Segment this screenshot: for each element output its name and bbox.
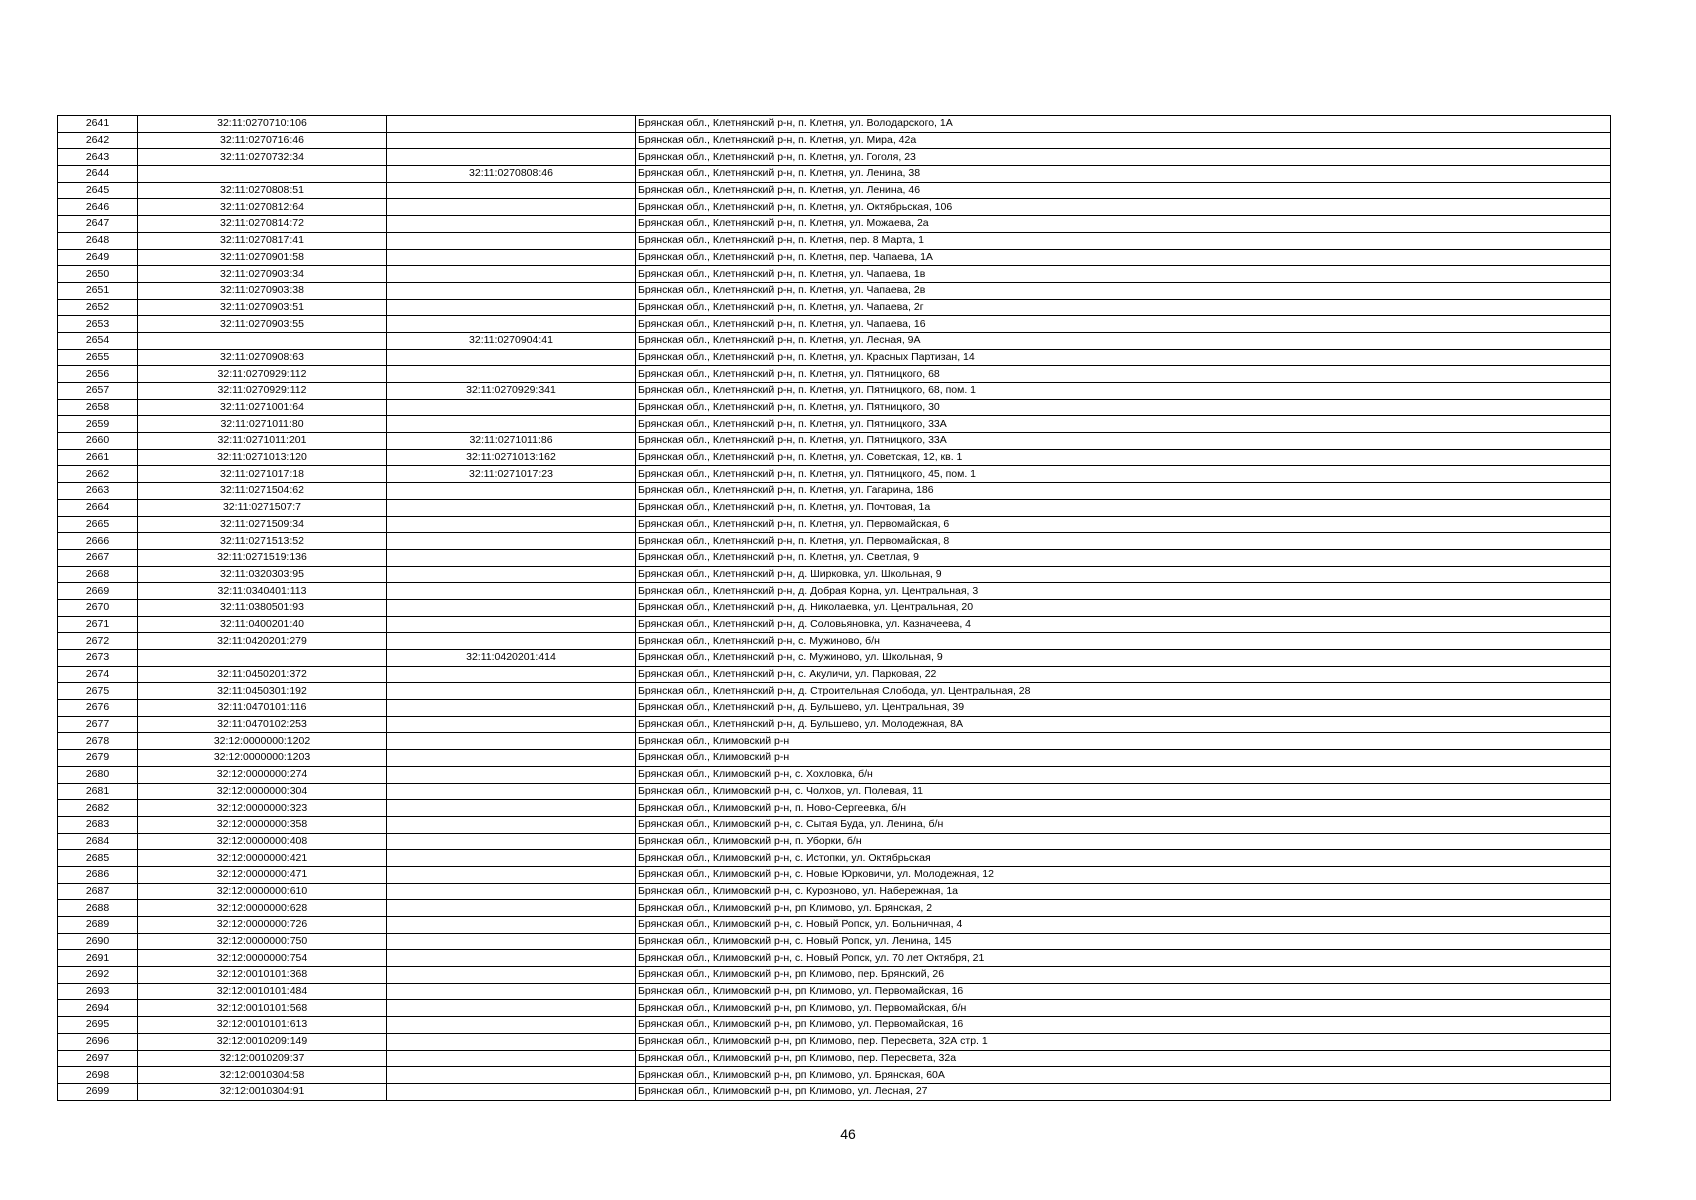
table-row: [58, 783, 1611, 800]
table-row: [58, 616, 1611, 633]
address-cell: Брянская обл., Клетнянский р-н, п. Клетня, ул. Красных Партизан, 14: [636, 349, 1611, 366]
related-cadastral-number-cell: [387, 766, 636, 783]
row-number-cell: 2658: [58, 399, 138, 416]
row-number-cell: 2690: [58, 933, 138, 950]
table-row: [58, 833, 1611, 850]
related-cadastral-number-cell: [387, 700, 636, 717]
cadastral-number-cell: 32:12:0000000:726: [138, 917, 387, 934]
table-row: [58, 967, 1611, 984]
row-number-cell: 2645: [58, 182, 138, 199]
cadastral-number-cell: 32:11:0470101:116: [138, 700, 387, 717]
cadastral-number-cell: 32:12:0010101:368: [138, 967, 387, 984]
table-row: [58, 249, 1611, 266]
cadastral-number-cell: 32:12:0000000:471: [138, 866, 387, 883]
address-cell: Брянская обл., Климовский р-н, с. Истопки, ул. Октябрьская: [636, 850, 1611, 867]
table-row: [58, 199, 1611, 216]
table-row: [58, 266, 1611, 283]
related-cadastral-number-cell: [387, 633, 636, 650]
table-row: [58, 533, 1611, 550]
table-row: [58, 366, 1611, 383]
table-row: [58, 299, 1611, 316]
related-cadastral-number-cell: [387, 1083, 636, 1100]
address-cell: Брянская обл., Клетнянский р-н, п. Клетня, ул. Пятницкого, 30: [636, 399, 1611, 416]
cadastral-number-cell: 32:11:0271011:80: [138, 416, 387, 433]
related-cadastral-number-cell: [387, 416, 636, 433]
related-cadastral-number-cell: [387, 917, 636, 934]
cadastral-number-cell: 32:11:0270812:64: [138, 199, 387, 216]
cadastral-number-cell: 32:11:0271013:120: [138, 449, 387, 466]
cadastral-number-cell: 32:11:0450301:192: [138, 683, 387, 700]
table-row: [58, 166, 1611, 183]
table-row: [58, 433, 1611, 450]
table-row: [58, 650, 1611, 667]
table-row: [58, 716, 1611, 733]
row-number-cell: 2644: [58, 166, 138, 183]
row-number-cell: 2666: [58, 533, 138, 550]
table-row: [58, 282, 1611, 299]
cadastral-number-cell: 32:11:0400201:40: [138, 616, 387, 633]
row-number-cell: 2669: [58, 583, 138, 600]
address-cell: Брянская обл., Клетнянский р-н, п. Клетня, ул. Советская, 12, кв. 1: [636, 449, 1611, 466]
related-cadastral-number-cell: 32:11:0271017:23: [387, 466, 636, 483]
page-number: 46: [840, 1126, 856, 1142]
row-number-cell: 2650: [58, 266, 138, 283]
address-cell: Брянская обл., Клетнянский р-н, п. Клетня, ул. Мира, 42а: [636, 132, 1611, 149]
cadastral-number-cell: 32:11:0270908:63: [138, 349, 387, 366]
cadastral-number-cell: 32:11:0270814:72: [138, 216, 387, 233]
address-cell: Брянская обл., Клетнянский р-н, д. Бульшево, ул. Молодежная, 8А: [636, 716, 1611, 733]
cadastral-number-cell: 32:11:0270817:41: [138, 232, 387, 249]
related-cadastral-number-cell: [387, 282, 636, 299]
address-cell: Брянская обл., Климовский р-н, рп Климово, ул. Первомайская, б/н: [636, 1000, 1611, 1017]
table-row: [58, 466, 1611, 483]
table-row: [58, 332, 1611, 349]
related-cadastral-number-cell: [387, 666, 636, 683]
row-number-cell: 2672: [58, 633, 138, 650]
table-row: [58, 1000, 1611, 1017]
address-cell: Брянская обл., Клетнянский р-н, п. Клетня, ул. Гагарина, 186: [636, 483, 1611, 500]
related-cadastral-number-cell: [387, 683, 636, 700]
address-cell: Брянская обл., Климовский р-н, п. Уборки, б/н: [636, 833, 1611, 850]
related-cadastral-number-cell: [387, 516, 636, 533]
row-number-cell: 2671: [58, 616, 138, 633]
address-cell: Брянская обл., Климовский р-н, с. Новый Ропск, ул. 70 лет Октября, 21: [636, 950, 1611, 967]
address-cell: Брянская обл., Климовский р-н, с. Хохловка, б/н: [636, 766, 1611, 783]
row-number-cell: 2655: [58, 349, 138, 366]
related-cadastral-number-cell: [387, 950, 636, 967]
related-cadastral-number-cell: 32:11:0271011:86: [387, 433, 636, 450]
related-cadastral-number-cell: [387, 967, 636, 984]
row-number-cell: 2698: [58, 1067, 138, 1084]
related-cadastral-number-cell: [387, 599, 636, 616]
address-cell: Брянская обл., Клетнянский р-н, п. Клетня, ул. Можаева, 2а: [636, 216, 1611, 233]
address-cell: Брянская обл., Клетнянский р-н, п. Клетня, пер. Чапаева, 1А: [636, 249, 1611, 266]
cadastral-number-cell: [138, 650, 387, 667]
cadastral-number-cell: 32:11:0271504:62: [138, 483, 387, 500]
table-row: [58, 750, 1611, 767]
row-number-cell: 2649: [58, 249, 138, 266]
related-cadastral-number-cell: [387, 933, 636, 950]
row-number-cell: 2654: [58, 332, 138, 349]
related-cadastral-number-cell: [387, 1017, 636, 1034]
address-cell: Брянская обл., Клетнянский р-н, д. Соловьяновка, ул. Казначеева, 4: [636, 616, 1611, 633]
address-cell: Брянская обл., Клетнянский р-н, п. Клетня, ул. Чапаева, 2г: [636, 299, 1611, 316]
cadastral-number-cell: 32:12:0010304:58: [138, 1067, 387, 1084]
address-cell: Брянская обл., Клетнянский р-н, п. Клетня, ул. Пятницкого, 33А: [636, 433, 1611, 450]
address-cell: Брянская обл., Клетнянский р-н, д. Добрая Корна, ул. Центральная, 3: [636, 583, 1611, 600]
cadastral-number-cell: 32:11:0271513:52: [138, 533, 387, 550]
table-row: [58, 950, 1611, 967]
related-cadastral-number-cell: [387, 149, 636, 166]
cadastral-number-cell: 32:12:0000000:754: [138, 950, 387, 967]
row-number-cell: 2653: [58, 316, 138, 333]
related-cadastral-number-cell: [387, 1000, 636, 1017]
row-number-cell: 2675: [58, 683, 138, 700]
address-cell: Брянская обл., Клетнянский р-н, д. Бульшево, ул. Центральная, 39: [636, 700, 1611, 717]
cadastral-number-cell: 32:11:0271509:34: [138, 516, 387, 533]
row-number-cell: 2642: [58, 132, 138, 149]
table-row: [58, 1050, 1611, 1067]
cadastral-number-cell: 32:11:0271507:7: [138, 499, 387, 516]
cadastral-number-cell: 32:12:0010209:37: [138, 1050, 387, 1067]
address-cell: Брянская обл., Клетнянский р-н, п. Клетня, ул. Ленина, 46: [636, 182, 1611, 199]
table-row: [58, 666, 1611, 683]
row-number-cell: 2680: [58, 766, 138, 783]
cadastral-number-cell: 32:11:0271001:64: [138, 399, 387, 416]
row-number-cell: 2662: [58, 466, 138, 483]
row-number-cell: 2697: [58, 1050, 138, 1067]
table-row: [58, 900, 1611, 917]
row-number-cell: 2685: [58, 850, 138, 867]
row-number-cell: 2699: [58, 1083, 138, 1100]
row-number-cell: 2673: [58, 650, 138, 667]
cadastral-number-cell: [138, 166, 387, 183]
table-row: [58, 483, 1611, 500]
row-number-cell: 2696: [58, 1033, 138, 1050]
related-cadastral-number-cell: [387, 182, 636, 199]
related-cadastral-number-cell: 32:11:0271013:162: [387, 449, 636, 466]
cadastral-number-cell: 32:12:0000000:610: [138, 883, 387, 900]
table-row: [58, 566, 1611, 583]
related-cadastral-number-cell: [387, 116, 636, 133]
table-row: [58, 383, 1611, 400]
related-cadastral-number-cell: 32:11:0270929:341: [387, 383, 636, 400]
row-number-cell: 2686: [58, 866, 138, 883]
cadastral-number-cell: 32:11:0270716:46: [138, 132, 387, 149]
table-row: [58, 1067, 1611, 1084]
related-cadastral-number-cell: [387, 883, 636, 900]
table-row: [58, 232, 1611, 249]
related-cadastral-number-cell: [387, 900, 636, 917]
related-cadastral-number-cell: [387, 616, 636, 633]
related-cadastral-number-cell: [387, 833, 636, 850]
cadastral-number-cell: [138, 332, 387, 349]
related-cadastral-number-cell: [387, 366, 636, 383]
address-cell: Брянская обл., Климовский р-н, рп Климово, пер. Брянский, 26: [636, 967, 1611, 984]
cadastral-number-cell: 32:12:0010101:568: [138, 1000, 387, 1017]
table-row: [58, 917, 1611, 934]
cadastral-number-cell: 32:11:0270929:112: [138, 366, 387, 383]
address-cell: Брянская обл., Климовский р-н, с. Новый Ропск, ул. Больничная, 4: [636, 917, 1611, 934]
address-cell: Брянская обл., Клетнянский р-н, с. Мужиново, ул. Школьная, 9: [636, 650, 1611, 667]
address-cell: Брянская обл., Клетнянский р-н, д. Ширковка, ул. Школьная, 9: [636, 566, 1611, 583]
address-cell: Брянская обл., Климовский р-н, с. Новый Ропск, ул. Ленина, 145: [636, 933, 1611, 950]
address-cell: Брянская обл., Клетнянский р-н, п. Клетня, ул. Лесная, 9А: [636, 332, 1611, 349]
address-cell: Брянская обл., Климовский р-н, рп Климово, пер. Пересвета, 32А стр. 1: [636, 1033, 1611, 1050]
row-number-cell: 2665: [58, 516, 138, 533]
table-row: [58, 816, 1611, 833]
related-cadastral-number-cell: [387, 399, 636, 416]
cadastral-number-cell: 32:12:0000000:628: [138, 900, 387, 917]
cadastral-number-cell: 32:11:0270710:106: [138, 116, 387, 133]
row-number-cell: 2687: [58, 883, 138, 900]
row-number-cell: 2663: [58, 483, 138, 500]
address-cell: Брянская обл., Климовский р-н, с. Сытая Буда, ул. Ленина, б/н: [636, 816, 1611, 833]
cadastral-number-cell: 32:11:0470102:253: [138, 716, 387, 733]
row-number-cell: 2689: [58, 917, 138, 934]
table-row: [58, 132, 1611, 149]
address-cell: Брянская обл., Клетнянский р-н, с. Мужиново, б/н: [636, 633, 1611, 650]
cadastral-number-cell: 32:11:0320303:95: [138, 566, 387, 583]
row-number-cell: 2643: [58, 149, 138, 166]
related-cadastral-number-cell: [387, 249, 636, 266]
address-cell: Брянская обл., Клетнянский р-н, с. Акуличи, ул. Парковая, 22: [636, 666, 1611, 683]
row-number-cell: 2667: [58, 549, 138, 566]
table-row: [58, 349, 1611, 366]
row-number-cell: 2664: [58, 499, 138, 516]
cadastral-number-cell: 32:12:0000000:750: [138, 933, 387, 950]
row-number-cell: 2652: [58, 299, 138, 316]
related-cadastral-number-cell: [387, 1067, 636, 1084]
table-row: [58, 316, 1611, 333]
address-cell: Брянская обл., Клетнянский р-н, д. Строительная Слобода, ул. Центральная, 28: [636, 683, 1611, 700]
table-row: [58, 549, 1611, 566]
table-row: [58, 499, 1611, 516]
row-number-cell: 2660: [58, 433, 138, 450]
cadastral-number-cell: 32:11:0450201:372: [138, 666, 387, 683]
address-cell: Брянская обл., Клетнянский р-н, п. Клетня, ул. Чапаева, 1в: [636, 266, 1611, 283]
address-cell: Брянская обл., Климовский р-н, рп Климово, ул. Лесная, 27: [636, 1083, 1611, 1100]
related-cadastral-number-cell: [387, 483, 636, 500]
row-number-cell: 2647: [58, 216, 138, 233]
address-cell: Брянская обл., Клетнянский р-н, п. Клетня, ул. Первомайская, 6: [636, 516, 1611, 533]
address-cell: Брянская обл., Климовский р-н, рп Климово, ул. Брянская, 60А: [636, 1067, 1611, 1084]
address-cell: Брянская обл., Климовский р-н, рп Климово, пер. Пересвета, 32а: [636, 1050, 1611, 1067]
address-cell: Брянская обл., Клетнянский р-н, п. Клетня, ул. Ленина, 38: [636, 166, 1611, 183]
address-cell: Брянская обл., Клетнянский р-н, п. Клетня, пер. 8 Марта, 1: [636, 232, 1611, 249]
related-cadastral-number-cell: [387, 866, 636, 883]
property-table: [57, 115, 1611, 1101]
cadastral-number-cell: 32:11:0270903:55: [138, 316, 387, 333]
row-number-cell: 2661: [58, 449, 138, 466]
row-number-cell: 2677: [58, 716, 138, 733]
related-cadastral-number-cell: [387, 816, 636, 833]
table-row: [58, 733, 1611, 750]
address-cell: Брянская обл., Климовский р-н, п. Ново-Сергеевка, б/н: [636, 800, 1611, 817]
cadastral-number-cell: 32:12:0000000:1203: [138, 750, 387, 767]
address-cell: Брянская обл., Климовский р-н, рп Климово, ул. Брянская, 2: [636, 900, 1611, 917]
table-row: [58, 683, 1611, 700]
row-number-cell: 2694: [58, 1000, 138, 1017]
related-cadastral-number-cell: [387, 232, 636, 249]
address-cell: Брянская обл., Клетнянский р-н, п. Клетня, ул. Октябрьская, 106: [636, 199, 1611, 216]
address-cell: Брянская обл., Климовский р-н, с. Новые Юрковичи, ул. Молодежная, 12: [636, 866, 1611, 883]
table-row: [58, 116, 1611, 133]
related-cadastral-number-cell: [387, 1050, 636, 1067]
row-number-cell: 2641: [58, 116, 138, 133]
cadastral-number-cell: 32:12:0000000:358: [138, 816, 387, 833]
related-cadastral-number-cell: 32:11:0270904:41: [387, 332, 636, 349]
table-row: [58, 850, 1611, 867]
related-cadastral-number-cell: [387, 716, 636, 733]
row-number-cell: 2679: [58, 750, 138, 767]
table-row: [58, 1083, 1611, 1100]
address-cell: Брянская обл., Клетнянский р-н, п. Клетня, ул. Первомайская, 8: [636, 533, 1611, 550]
related-cadastral-number-cell: [387, 199, 636, 216]
table-row: [58, 800, 1611, 817]
row-number-cell: 2648: [58, 232, 138, 249]
cadastral-number-cell: 32:12:0010304:91: [138, 1083, 387, 1100]
related-cadastral-number-cell: [387, 266, 636, 283]
related-cadastral-number-cell: [387, 316, 636, 333]
cadastral-number-cell: 32:12:0010101:613: [138, 1017, 387, 1034]
row-number-cell: 2684: [58, 833, 138, 850]
table-row: [58, 399, 1611, 416]
table-row: [58, 766, 1611, 783]
table-row: [58, 983, 1611, 1000]
row-number-cell: 2688: [58, 900, 138, 917]
table-row: [58, 1033, 1611, 1050]
related-cadastral-number-cell: [387, 349, 636, 366]
table-row: [58, 416, 1611, 433]
address-cell: Брянская обл., Клетнянский р-н, п. Клетня, ул. Светлая, 9: [636, 549, 1611, 566]
related-cadastral-number-cell: [387, 750, 636, 767]
related-cadastral-number-cell: 32:11:0420201:414: [387, 650, 636, 667]
address-cell: Брянская обл., Клетнянский р-н, п. Клетня, ул. Пятницкого, 68: [636, 366, 1611, 383]
related-cadastral-number-cell: [387, 566, 636, 583]
cadastral-number-cell: 32:11:0270901:58: [138, 249, 387, 266]
cadastral-number-cell: 32:11:0270903:51: [138, 299, 387, 316]
property-table-container: [57, 115, 1610, 1101]
row-number-cell: 2678: [58, 733, 138, 750]
related-cadastral-number-cell: [387, 733, 636, 750]
table-row: [58, 149, 1611, 166]
cadastral-number-cell: 32:11:0270903:38: [138, 282, 387, 299]
cadastral-number-cell: 32:11:0271017:18: [138, 466, 387, 483]
table-row: [58, 216, 1611, 233]
related-cadastral-number-cell: 32:11:0270808:46: [387, 166, 636, 183]
row-number-cell: 2651: [58, 282, 138, 299]
address-cell: Брянская обл., Клетнянский р-н, д. Николаевка, ул. Центральная, 20: [636, 599, 1611, 616]
related-cadastral-number-cell: [387, 583, 636, 600]
cadastral-number-cell: 32:11:0271519:136: [138, 549, 387, 566]
row-number-cell: 2670: [58, 599, 138, 616]
row-number-cell: 2646: [58, 199, 138, 216]
cadastral-number-cell: 32:11:0270903:34: [138, 266, 387, 283]
address-cell: Брянская обл., Климовский р-н: [636, 733, 1611, 750]
cadastral-number-cell: 32:12:0000000:304: [138, 783, 387, 800]
related-cadastral-number-cell: [387, 299, 636, 316]
address-cell: Брянская обл., Клетнянский р-н, п. Клетня, ул. Чапаева, 16: [636, 316, 1611, 333]
cadastral-number-cell: 32:12:0000000:323: [138, 800, 387, 817]
row-number-cell: 2676: [58, 700, 138, 717]
cadastral-number-cell: 32:12:0010101:484: [138, 983, 387, 1000]
related-cadastral-number-cell: [387, 1033, 636, 1050]
row-number-cell: 2695: [58, 1017, 138, 1034]
table-row: [58, 866, 1611, 883]
row-number-cell: 2691: [58, 950, 138, 967]
table-row: [58, 933, 1611, 950]
cadastral-number-cell: 32:11:0270929:112: [138, 383, 387, 400]
row-number-cell: 2674: [58, 666, 138, 683]
table-row: [58, 599, 1611, 616]
table-row: [58, 583, 1611, 600]
related-cadastral-number-cell: [387, 783, 636, 800]
row-number-cell: 2668: [58, 566, 138, 583]
row-number-cell: 2682: [58, 800, 138, 817]
cadastral-number-cell: 32:12:0000000:274: [138, 766, 387, 783]
cadastral-number-cell: 32:11:0270732:34: [138, 149, 387, 166]
cadastral-number-cell: 32:12:0010209:149: [138, 1033, 387, 1050]
related-cadastral-number-cell: [387, 499, 636, 516]
cadastral-number-cell: 32:11:0340401:113: [138, 583, 387, 600]
related-cadastral-number-cell: [387, 533, 636, 550]
table-row: [58, 449, 1611, 466]
related-cadastral-number-cell: [387, 216, 636, 233]
row-number-cell: 2657: [58, 383, 138, 400]
table-row: [58, 883, 1611, 900]
row-number-cell: 2693: [58, 983, 138, 1000]
cadastral-number-cell: 32:11:0270808:51: [138, 182, 387, 199]
row-number-cell: 2656: [58, 366, 138, 383]
address-cell: Брянская обл., Клетнянский р-н, п. Клетня, ул. Почтовая, 1а: [636, 499, 1611, 516]
related-cadastral-number-cell: [387, 132, 636, 149]
address-cell: Брянская обл., Климовский р-н, с. Чолхов, ул. Полевая, 11: [636, 783, 1611, 800]
address-cell: Брянская обл., Климовский р-н, с. Курозново, ул. Набережная, 1а: [636, 883, 1611, 900]
address-cell: Брянская обл., Клетнянский р-н, п. Клетня, ул. Пятницкого, 45, пом. 1: [636, 466, 1611, 483]
row-number-cell: 2659: [58, 416, 138, 433]
property-table-body: [58, 116, 1611, 1101]
address-cell: Брянская обл., Климовский р-н, рп Климово, ул. Первомайская, 16: [636, 1017, 1611, 1034]
address-cell: Брянская обл., Клетнянский р-н, п. Клетня, ул. Володарского, 1А: [636, 116, 1611, 133]
cadastral-number-cell: 32:11:0420201:279: [138, 633, 387, 650]
table-row: [58, 700, 1611, 717]
related-cadastral-number-cell: [387, 549, 636, 566]
cadastral-number-cell: 32:11:0380501:93: [138, 599, 387, 616]
table-row: [58, 1017, 1611, 1034]
row-number-cell: 2692: [58, 967, 138, 984]
related-cadastral-number-cell: [387, 983, 636, 1000]
related-cadastral-number-cell: [387, 850, 636, 867]
cadastral-number-cell: 32:12:0000000:421: [138, 850, 387, 867]
address-cell: Брянская обл., Климовский р-н: [636, 750, 1611, 767]
cadastral-number-cell: 32:12:0000000:1202: [138, 733, 387, 750]
address-cell: Брянская обл., Клетнянский р-н, п. Клетня, ул. Пятницкого, 68, пом. 1: [636, 383, 1611, 400]
address-cell: Брянская обл., Климовский р-н, рп Климово, ул. Первомайская, 16: [636, 983, 1611, 1000]
address-cell: Брянская обл., Клетнянский р-н, п. Клетня, ул. Гоголя, 23: [636, 149, 1611, 166]
cadastral-number-cell: 32:11:0271011:201: [138, 433, 387, 450]
related-cadastral-number-cell: [387, 800, 636, 817]
row-number-cell: 2681: [58, 783, 138, 800]
table-row: [58, 182, 1611, 199]
table-row: [58, 633, 1611, 650]
address-cell: Брянская обл., Клетнянский р-н, п. Клетня, ул. Пятницкого, 33А: [636, 416, 1611, 433]
row-number-cell: 2683: [58, 816, 138, 833]
cadastral-number-cell: 32:12:0000000:408: [138, 833, 387, 850]
table-row: [58, 516, 1611, 533]
address-cell: Брянская обл., Клетнянский р-н, п. Клетня, ул. Чапаева, 2в: [636, 282, 1611, 299]
